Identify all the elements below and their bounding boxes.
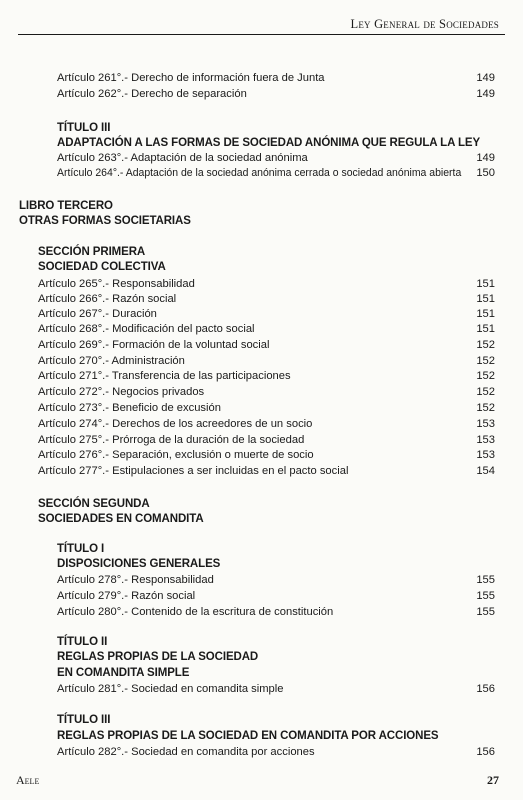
- toc-entry-label: Artículo 279°.- Razón social: [57, 590, 196, 602]
- toc-entry-page: 153: [476, 449, 495, 461]
- section-heading: REGLAS PROPIAS DE LA SOCIEDAD: [57, 651, 259, 663]
- toc-entry: [38, 464, 495, 479]
- toc-entry: [57, 166, 495, 181]
- toc-entry: [38, 433, 495, 448]
- toc-entry: [38, 385, 495, 400]
- toc-entry-page: 151: [476, 293, 495, 305]
- toc-entry-page: 152: [476, 370, 495, 382]
- toc-entry-label: Artículo 281°.- Sociedad en comandita simple: [57, 683, 284, 695]
- toc-entry-label: Artículo 278°.- Responsabilidad: [57, 574, 214, 586]
- toc-entry: [57, 151, 495, 166]
- toc-entry: [38, 292, 495, 307]
- toc-entry-label: Artículo 262°.- Derecho de separación: [57, 88, 247, 100]
- toc-entry-label: Artículo 275°.- Prórroga de la duración de la sociedad: [38, 434, 305, 446]
- toc-entry-page: 155: [476, 590, 495, 602]
- toc-entry: [57, 87, 495, 102]
- toc-entry-label: Artículo 270°.- Administración: [38, 355, 185, 367]
- toc-entry: [57, 71, 495, 86]
- section-heading: TÍTULO III: [57, 122, 111, 134]
- section-heading: LIBRO TERCERO: [19, 200, 113, 212]
- section-heading: TÍTULO I: [57, 543, 105, 555]
- section-heading: REGLAS PROPIAS DE LA SOCIEDAD EN COMANDITA POR ACCIONES: [57, 730, 439, 742]
- toc-entry-page: 155: [476, 574, 495, 586]
- toc-entry: [57, 573, 495, 588]
- toc-entry-page: 154: [476, 465, 495, 477]
- toc-entry-page: 149: [476, 72, 495, 84]
- section-heading: TÍTULO III: [57, 714, 111, 726]
- toc-entry-page: 155: [476, 606, 495, 618]
- section-heading: SOCIEDAD COLECTIVA: [38, 261, 166, 273]
- toc-entry: [38, 417, 495, 432]
- toc-entry-label: Artículo 272°.- Negocios privados: [38, 386, 205, 398]
- footer-page-number: 27: [487, 773, 499, 787]
- toc-entry: [38, 448, 495, 463]
- toc-entry: [57, 589, 495, 604]
- toc-entry-label: Artículo 263°.- Adaptación de la sociedad anónima: [57, 152, 308, 164]
- toc-entry-label: Artículo 265°.- Responsabilidad: [38, 278, 195, 290]
- section-heading: EN COMANDITA SIMPLE: [57, 667, 190, 679]
- toc-entry-page: 156: [476, 746, 495, 758]
- toc-entry-label: Artículo 280°.- Contenido de la escritura de constitución: [57, 606, 334, 618]
- toc-entry-label: Artículo 271°.- Transferencia de las participaciones: [38, 370, 291, 382]
- toc-entry-page: 149: [476, 88, 495, 100]
- toc-entry-page: 156: [476, 683, 495, 695]
- section-heading: ADAPTACIÓN A LAS FORMAS DE SOCIEDAD ANÓNIMA QUE REGULA LA LEY: [57, 137, 481, 149]
- toc-entry: [38, 307, 495, 322]
- section-heading: TÍTULO II: [57, 636, 108, 648]
- toc-entry-page: 151: [476, 323, 495, 335]
- toc-entry-label: Artículo 282°.- Sociedad en comandita por acciones: [57, 746, 315, 758]
- toc-entry-label: Artículo 266°.- Razón social: [38, 293, 177, 305]
- toc-entry-label: Artículo 264°.- Adaptación de la sociedad anónima cerrada o sociedad anónima abierta: [57, 167, 462, 179]
- section-heading: SOCIEDADES EN COMANDITA: [38, 513, 204, 525]
- toc-entry-label: Artículo 276°.- Separación, exclusión o muerte de socio: [38, 449, 314, 461]
- toc-entry: [57, 745, 495, 760]
- toc-entry-label: Artículo 268°.- Modificación del pacto social: [38, 323, 255, 335]
- toc-entry-page: 153: [476, 434, 495, 446]
- toc-entry: [38, 322, 495, 337]
- section-heading: DISPOSICIONES GENERALES: [57, 558, 221, 570]
- toc-entry-label: Artículo 273°.- Beneficio de excusión: [38, 402, 221, 414]
- toc-entry-label: Artículo 261°.- Derecho de información fuera de Junta: [57, 72, 325, 84]
- toc-entry-page: 150: [476, 167, 495, 179]
- toc-entry-page: 152: [476, 355, 495, 367]
- footer-publisher: Aele: [16, 773, 40, 787]
- toc-entry-label: Artículo 277°.- Estipulaciones a ser incluidas en el pacto social: [38, 465, 349, 477]
- toc-entry: [38, 401, 495, 416]
- toc-entry: [57, 682, 495, 697]
- toc-entry-page: 149: [476, 152, 495, 164]
- toc-entry-label: Artículo 274°.- Derechos de los acreedores de un socio: [38, 418, 313, 430]
- section-heading: SECCIÓN PRIMERA: [38, 246, 146, 258]
- toc-entry-page: 152: [476, 386, 495, 398]
- header-title: Ley General de Sociedades: [350, 17, 499, 31]
- toc-entry-page: 151: [476, 278, 495, 290]
- section-heading: OTRAS FORMAS SOCIETARIAS: [19, 215, 191, 227]
- toc-entry-page: 151: [476, 308, 495, 320]
- toc-entry: [38, 369, 495, 384]
- toc-entry-page: 153: [476, 418, 495, 430]
- toc-entry-label: Artículo 269°.- Formación de la voluntad social: [38, 339, 270, 351]
- toc-entry: [38, 338, 495, 353]
- toc-entry-page: 152: [476, 402, 495, 414]
- toc-entry: [38, 354, 495, 369]
- section-heading: SECCIÓN SEGUNDA: [38, 498, 150, 510]
- toc-entry-page: 152: [476, 339, 495, 351]
- toc-entry-label: Artículo 267°.- Duración: [38, 308, 157, 320]
- toc-entry: [57, 605, 495, 620]
- toc-entry: [38, 277, 495, 292]
